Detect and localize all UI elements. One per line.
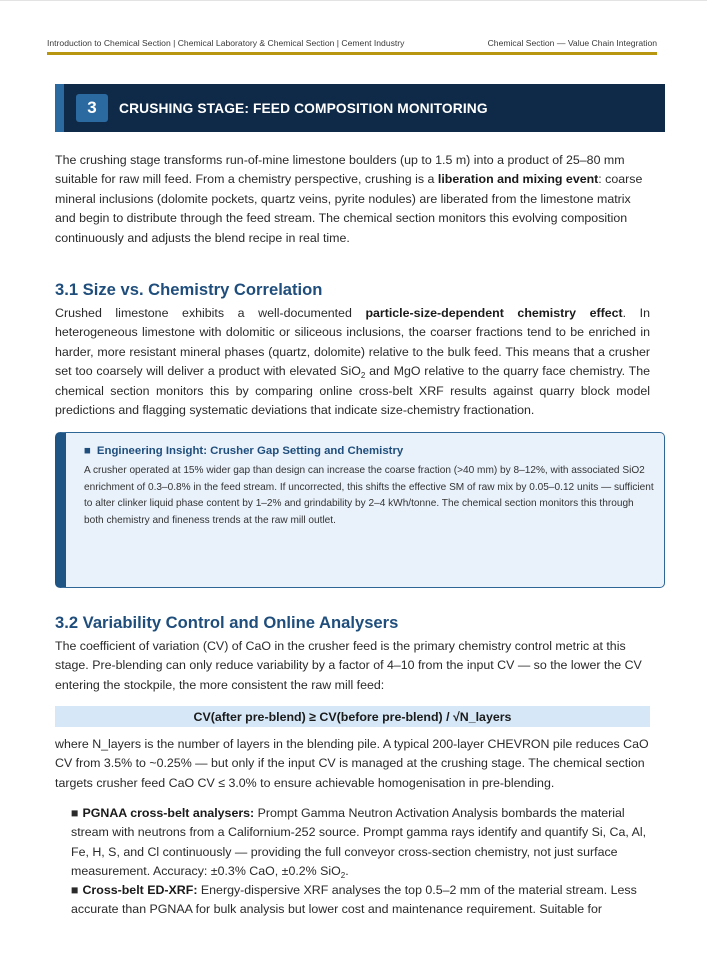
heading-3-2: 3.2 Variability Control and Online Analysers [55,613,399,632]
insight-title-text: Engineering Insight: Crusher Gap Setting and Chemistry [96,445,404,457]
s31-paragraph [55,304,650,420]
heading-3-1: 3.1 Size vs. Chemistry Correlation [55,280,323,299]
s32-paragraph-1: The coefficient of variation (CV) of CaO in the crusher feed is the primary chemistry control metric at this stage. Pre-blending can only reduce variability by a factor of 4–10 from the input CV — so the lower the CV entering the stockpile, the more consistent the raw mill feed: [55,639,642,692]
engineering-insight-box [55,432,665,588]
insight-body: A crusher operated at 15% wider gap than design can increase the coarse fraction (>40 mm) by 8–12%, with associated SiO2 enrichment of 0.3–0.8% in the feed stream. If uncorrected, this shifts the effective SM of raw mix by 0.05–0.12 units — sufficient to alter clinker liquid phase content by 1–2% and grindability by 2–4 kWh/tonne. The chemical section monitors this through both chemistry and fineness trends at the raw mill outlet. [84,465,654,526]
section-title: CRUSHING STAGE: FEED COMPOSITION MONITORING [119,100,488,116]
running-header-right: Chemical Section — Value Chain Integration [487,38,657,48]
bullet-edxrf-text: Energy-dispersive XRF analyses the top 0.5–2 mm of the material stream. Less accurate than PGNAA for bulk analysis but lower cost and maintenance requirement. Suitable for [71,883,637,917]
section-number-badge: 3 [76,94,108,122]
bullet-pgnaa-text: Prompt Gamma Neutron Activation Analysis bombards the material stream with neutrons from a Californium-252 source. Prompt gamma rays identify and quantify Si, Ca, Al, Fe, H, S, and Cl continuously — providing the full conveyor cross-section chemistry, not just surface measurement. Accuracy: ±0.3% CaO, ±0.2% SiO [71,806,647,879]
insight-title [84,445,403,457]
bullet-pgnaa-bold: PGNAA cross-belt analysers: [82,806,255,820]
header-rule [47,52,657,55]
square-bullet-icon: ■ [71,806,79,820]
intro-bold-term: liberation and mixing event [437,172,599,187]
intro-text-1: The crushing stage transforms run-of-mine limestone boulders (up to 1.5 m) into a product of 25–80 mm suitable for raw mill feed. From a chemistry perspective, crushing is a [55,153,625,187]
s31-subscript: 2 [360,371,366,381]
bullet-pgnaa-subscript: 2 [340,871,346,881]
page-top-border [0,0,707,1]
bullet-edxrf-bold: Cross-belt ED-XRF: [82,883,198,897]
intro-text-2: : coarse mineral inclusions (dolomite pockets, quartz veins, pyrite nodules) are liberated from the limestone matrix and begin to distribute through the feed stream. The chemical section monitors this evolving composition continuously and adjusts the blend recipe in real time. [55,172,643,245]
bullet-pgnaa-tail: . [345,864,349,879]
square-bullet-icon: ■ [84,445,91,457]
running-header-left: Introduction to Chemical Section | Chemical Laboratory & Chemical Section | Cement Industry [47,38,405,48]
s31-bold-term: particle-size-dependent chemistry effect [365,306,623,320]
s31-text-3: and MgO relative to the quarry face chemistry. The chemical section monitors this by comparing online cross-belt XRF results against quarry block model predictions and flagging systematic deviations that indicate size-chemistry fractionation. [55,364,650,418]
bullet-pgnaa [71,804,651,882]
bullet-edxrf [71,881,651,920]
square-bullet-icon: ■ [71,883,79,897]
s31-text-2: . In heterogeneous limestone with dolomitic or siliceous inclusions, the coarser fractions tend to be enriched in harder, more resistant mineral phases (quartz, dolomite) relative to the bulk feed. This means that a crusher set too coarsely will deliver a product with elevated SiO [55,306,650,379]
formula-bar: CV(after pre-blend) ≥ CV(before pre-blend) / √N_layers [55,706,650,727]
s31-text-1: Crushed limestone exhibits a well-documented [55,306,366,320]
s32-paragraph-2: where N_layers is the number of layers in the blending pile. A typical 200-layer CHEVRON pile reduces CaO CV from 3.5% to ~0.25% — but only if the input CV is managed at the crushing stage. The chemical section targets crusher feed CaO CV ≤ 3.0% to ensure achievable homogenisation in pre-blending. [55,737,649,790]
section-banner [55,84,665,132]
running-header [47,38,657,48]
intro-paragraph [55,151,650,248]
